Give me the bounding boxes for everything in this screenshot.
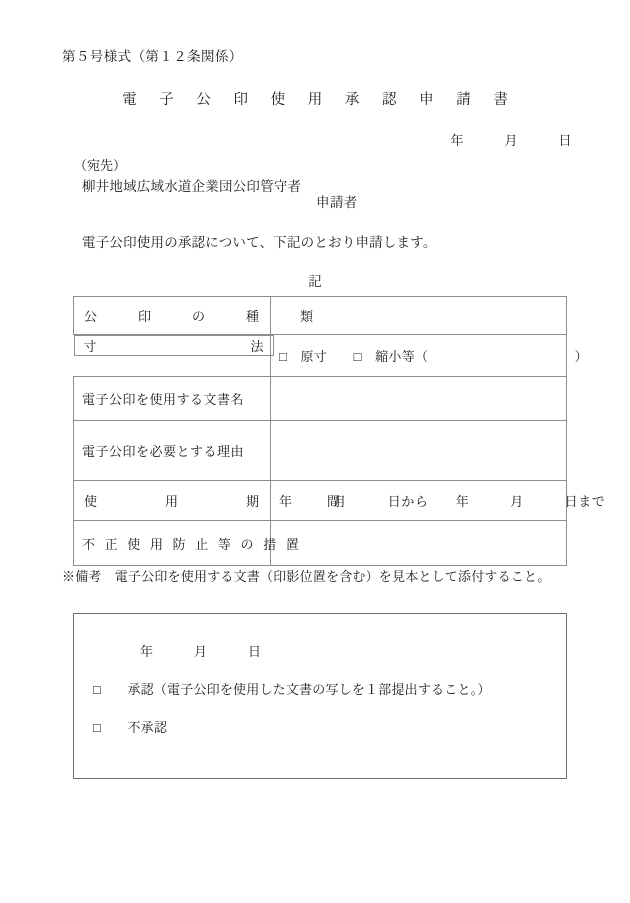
applicant-label: 申請者 (316, 195, 358, 210)
row-label-dimensions-first: 寸 (83, 339, 97, 354)
table-row (74, 377, 567, 421)
submission-date-line: 年 月 日 (450, 133, 572, 148)
table-row (74, 297, 567, 335)
row-label-usage-period: 使 用 期 間 (74, 481, 271, 521)
table-row (74, 481, 567, 521)
approval-option-approve[interactable]: □ 承認（電子公印を使用した文書の写しを１部提出すること。） (93, 682, 491, 697)
addressee-name: 柳井地域広域水道企業団公印管守者 (82, 179, 302, 194)
row-value-document-name[interactable] (271, 377, 567, 421)
table-row (74, 335, 567, 377)
row-label-misuse-prevention: 不 正 使 用 防 止 等 の 措 置 (74, 521, 271, 566)
row-label-dimensions-last: 法 (250, 339, 264, 354)
table-row (74, 421, 567, 481)
approval-box (73, 613, 567, 779)
table-row (74, 521, 567, 566)
ki-mark: 記 (308, 274, 322, 289)
addressee-label: （宛先） (74, 158, 127, 173)
intro-text: 電子公印使用の承認について、下記のとおり申請します。 (82, 235, 437, 250)
form-number: 第５号様式（第１２条関係） (62, 49, 243, 64)
row-value-reason[interactable] (271, 421, 567, 481)
page-title: 電 子 公 印 使 用 承 認 申 請 書 (122, 92, 518, 108)
row-value-usage-period[interactable]: 年 月 日から 年 月 日まで (271, 481, 567, 521)
row-label-document-name: 電子公印を使用する文書名 (74, 377, 271, 421)
application-table (73, 296, 606, 566)
row-value-dimensions[interactable]: □ 原寸 □ 縮小等（ ） (271, 335, 567, 377)
row-value-misuse-prevention[interactable] (271, 521, 567, 566)
approval-option-reject[interactable]: □ 不承認 (93, 720, 168, 735)
remarks-note: ※備考 電子公印を使用する文書（印影位置を含む）を見本として添付すること。 (62, 569, 551, 584)
row-label-reason: 電子公印を必要とする理由 (74, 421, 271, 481)
row-label-dimensions (74, 335, 274, 356)
row-label-seal-type: 公 印 の 種 類 (74, 297, 271, 335)
approval-date-line: 年 月 日 (140, 644, 262, 659)
